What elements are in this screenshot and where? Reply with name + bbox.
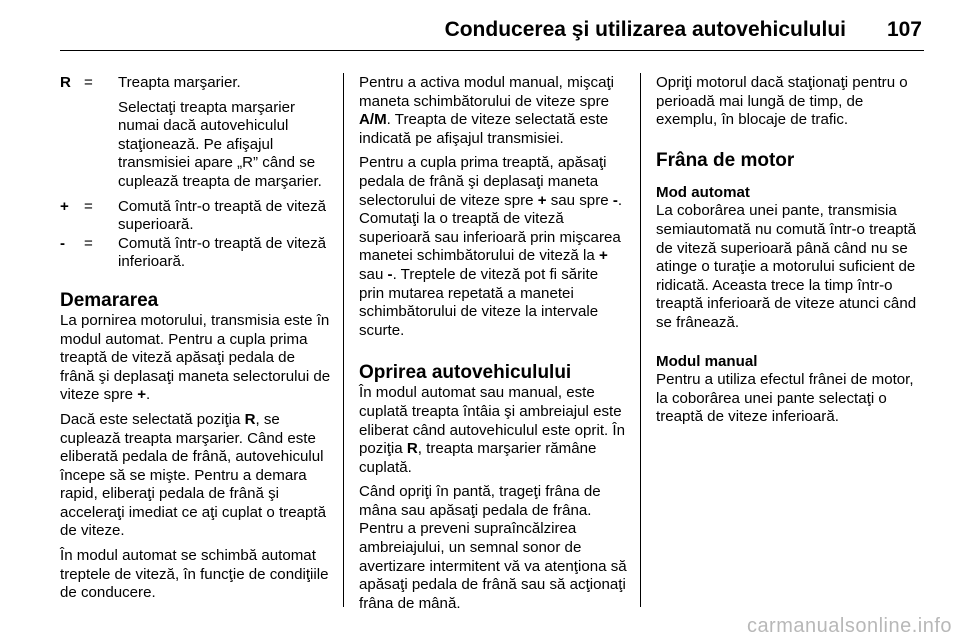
paragraph: Pentru a activa modul manual, mişcaţi maneta schimbătorului de viteze spre A/M. Treapta de viteze selectată este indicată pe afişajul transmisiei. — [359, 74, 615, 147]
column-2 — [359, 74, 627, 619]
subsection-title-mod-automat: Mod automat — [656, 183, 750, 201]
paragraph: Pentru a utiliza efectul frânei de motor, la coborârea unei pante selectaţi o treaptă de viteze inferioară. — [656, 371, 914, 426]
paragraph: În modul automat se schimbă automat treptele de viteză, în funcţie de condiţiile de conducere. — [60, 547, 329, 602]
definition-plus — [60, 198, 332, 235]
section-title-oprirea: Oprirea autovehiculului — [359, 362, 572, 384]
paragraph: Opriţi motorul dacă staţionaţi pentru o perioadă mai lungă de timp, de exemplu, în blocaje de trafic. — [656, 74, 908, 129]
definition-equals: = — [84, 234, 93, 252]
definition-equals: = — [84, 197, 93, 215]
paragraph: Pentru a cupla prima treaptă, apăsaţi pedala de frână şi deplasaţi maneta selectorului de viteze spre + sau spre -. Comutaţi la o treaptă de viteză superioară sau inferioară prin mişcarea manetei schimbătorului de viteză la + sau -. Treptele de viteză pot fi sărite prin mutarea repetată a manetei schimbătorului de viteze la intervale scurte. — [359, 154, 623, 339]
definition-minus — [60, 235, 332, 272]
definition-text: Comută într-o treaptă de viteză inferioară. — [118, 234, 327, 271]
section-title-demararea: Demararea — [60, 289, 159, 311]
definition-key: R — [60, 74, 71, 91]
paragraph: La coborârea unei pante, transmisia semiautomată nu comută într-o treaptă de viteză superioară până când nu se atinge o turaţie a motorului suficient de ridicată. Aceasta trece la timp într-o treaptă inferioară de viteze atunci când se frânează. — [656, 202, 917, 331]
paragraph: La pornirea motorului, transmisia este în modul automat. Pentru a cupla prima treaptă de viteză apăsaţi pedala de frână şi deplasaţi maneta selectorului de viteze spre +. — [60, 311, 331, 404]
paragraph: Dacă este selectată poziţia R, se cuplează treapta marşarier. Când este eliberată pedala de frână, autovehiculul începe să se mişte. Pentru a demara rapid, eliberaţi pedala de frână şi acceleraţi imediat ce aţi cuplat o treaptă de viteze. — [60, 410, 326, 540]
column-1 — [60, 74, 332, 609]
definition-key: + — [60, 197, 69, 215]
definition-text: Treapta marşarier. — [118, 74, 241, 91]
definition-r-note: Selectaţi treapta marşarier numai dacă autovehiculul staţionează. Pe afişajul transmisiei apare „R” când se cuplează treapta de marşarier. — [118, 98, 322, 190]
header-title: Conducerea şi utilizarea autovehiculului — [444, 18, 846, 41]
column-3 — [656, 74, 924, 433]
subsection-title-modul-manual: Modul manual — [656, 352, 758, 370]
watermark: carmanualsonline.info — [746, 615, 952, 637]
definition-r — [60, 74, 332, 93]
column-divider-1 — [343, 73, 344, 607]
page-number: 107 — [886, 18, 922, 41]
definition-key: - — [60, 234, 66, 252]
page-header — [60, 14, 924, 51]
definition-equals: = — [84, 74, 93, 91]
section-title-frana-de-motor: Frâna de motor — [656, 149, 795, 171]
column-divider-2 — [640, 73, 641, 607]
paragraph: Când opriţi în pantă, trageţi frâna de mâna sau apăsaţi pedala de frâna. Pentru a preveni supraîncălzirea ambreiajului, un semnal sonor de avertizare intermitent vă va atenţiona să apăsaţi pedala de frână sau să acţionaţi frâna de mână. — [359, 483, 627, 612]
paragraph: În modul automat sau manual, este cuplată treapta întâia şi ambreiajul este eliberat când autovehiculul este oprit. În poziţia R, treapta marşarier rămâne cuplată. — [359, 384, 625, 476]
definition-text: Comută într-o treaptă de viteză superioară. — [118, 197, 327, 234]
